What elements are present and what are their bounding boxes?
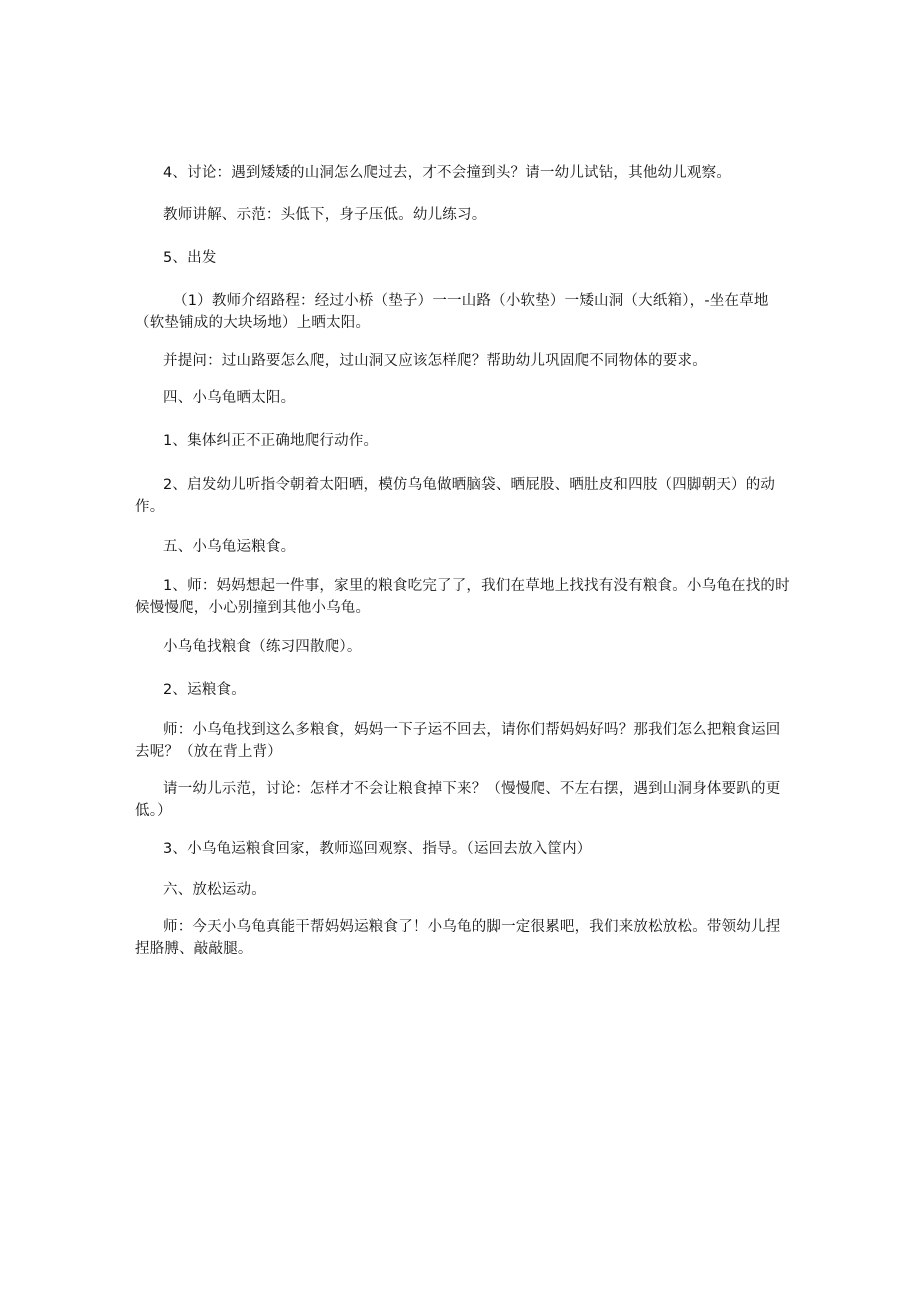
paragraph-demo-discussion: 请一幼儿示范，讨论：怎样才不会让粮食掉下来？（慢慢爬、不左右摆，遇到山洞身体要趴的更低。） — [135, 781, 781, 819]
paragraph-carry-food: 2、运粮食。 — [163, 682, 246, 698]
section-heading-relax: 六、放松运动。 — [163, 882, 266, 898]
paragraph-search-food: 小乌龟找粮食（练习四散爬）。 — [163, 639, 362, 655]
paragraph-find-food: 1、师：妈妈想起一件事，家里的粮食吃完了了，我们在草地上找找有没有粮食。小乌龟在找的时候慢慢爬，小心别撞到其他小乌龟。 — [135, 578, 790, 616]
section-heading-sunbathe: 四、小乌龟晒太阳。 — [163, 390, 296, 406]
paragraph-question: 并提问：过山路要怎么爬，过山洞又应该怎样爬？帮助幼儿巩固爬不同物体的要求。 — [163, 353, 707, 369]
paragraph-route-intro: （1）教师介绍路程：经过小桥（垫子）一一山路（小软垫）一矮山洞（大纸箱），-坐在草地（软垫铺成的大块场地）上晒太阳。 — [135, 293, 769, 331]
paragraph-teacher-demo: 教师讲解、示范：头低下，身子压低。幼儿练习。 — [163, 207, 487, 223]
paragraph-relax-exercise: 师：今天小乌龟真能干帮妈妈运粮食了！小乌龟的脚一定很累吧，我们来放松放松。带领幼儿捏捏胳膊、敲敲腿。 — [135, 919, 781, 957]
paragraph-discussion-cave: 4、讨论：遇到矮矮的山洞怎么爬过去，才不会撞到头？请一幼儿试钻，其他幼儿观察。 — [163, 165, 732, 181]
paragraph-set-off: 5、出发 — [163, 250, 217, 266]
paragraph-go-home: 3、小乌龟运粮食回家，教师巡回观察、指导。（运回去放入筐内） — [163, 841, 592, 857]
paragraph-imitate-turtle: 2、启发幼儿听指令朝着太阳晒，模仿乌龟做晒脑袋、晒屁股、晒肚皮和四肢（四脚朝天）的动作。 — [135, 477, 776, 515]
paragraph-teacher-request: 师：小乌龟找到这么多粮食，妈妈一下子运不回去，请你们帮妈妈好吗？那我们怎么把粮食运回去呢？（放在背上背） — [135, 722, 781, 760]
section-heading-carry-food: 五、小乌龟运粮食。 — [163, 539, 296, 555]
paragraph-correct-crawl: 1、集体纠正不正确地爬行动作。 — [163, 433, 379, 449]
